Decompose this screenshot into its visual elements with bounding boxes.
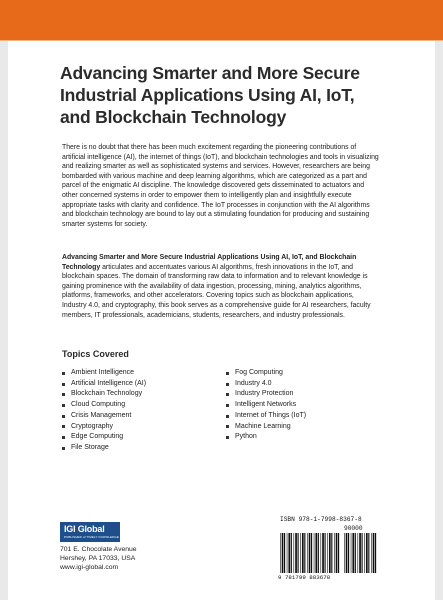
- topic-item: Machine Learning: [226, 422, 306, 433]
- description-book-title: Advancing Smarter and More Secure Industrial Applications Using AI, IoT, and Blockchain Technology: [62, 254, 357, 271]
- title-line: and Blockchain Technology: [60, 107, 287, 127]
- isbn-number: ISBN 978-1-7998-8367-8: [280, 516, 362, 523]
- topic-item: Crisis Management: [62, 411, 146, 422]
- publisher-website: www.igi-global.com: [60, 564, 119, 572]
- right-edge-strip: [435, 41, 443, 600]
- topics-list-left: [62, 368, 146, 454]
- topic-item: Cryptography: [62, 422, 146, 433]
- title-line: Industrial Applications Using AI, IoT,: [60, 85, 355, 105]
- bullet-icon: [62, 383, 65, 386]
- topics-list-right: [226, 368, 306, 443]
- ean-barcode-bars: [280, 533, 340, 573]
- publisher-address: [60, 545, 137, 573]
- top-band-divider: [0, 40, 443, 41]
- topic-item: Internet of Things (IoT): [226, 411, 306, 422]
- topic-item: Blockchain Technology: [62, 389, 146, 400]
- topic-item: Fog Computing: [226, 368, 306, 379]
- bullet-icon: [62, 415, 65, 418]
- price-code: 90000: [344, 525, 363, 532]
- topic-item: File Storage: [62, 443, 146, 454]
- topic-item: Python: [226, 432, 306, 443]
- description-paragraph: [62, 253, 380, 320]
- topic-item: Artificial Intelligence (AI): [62, 379, 146, 390]
- bullet-icon: [62, 436, 65, 439]
- book-title: [60, 62, 400, 128]
- topic-item: Edge Computing: [62, 432, 146, 443]
- topic-item: Industry 4.0: [226, 379, 306, 390]
- title-line: Advancing Smarter and More Secure: [60, 63, 360, 83]
- bullet-icon: [62, 393, 65, 396]
- bullet-icon: [226, 415, 229, 418]
- bullet-icon: [62, 425, 65, 428]
- bullet-icon: [226, 393, 229, 396]
- isbn-barcode: [278, 516, 382, 588]
- publisher-logo: [60, 522, 120, 542]
- bullet-icon: [226, 404, 229, 407]
- publisher-logo-text: IGI Global: [64, 524, 105, 534]
- topics-heading: Topics Covered: [62, 349, 129, 359]
- top-color-band: [0, 0, 443, 40]
- topic-item: Industry Protection: [226, 389, 306, 400]
- bullet-icon: [226, 425, 229, 428]
- publisher-logo-tagline: PUBLISHER of TIMELY KNOWLEDGE: [64, 535, 119, 539]
- bullet-icon: [62, 447, 65, 450]
- bullet-icon: [226, 372, 229, 375]
- intro-paragraph: There is no doubt that there has been much excitement regarding the pioneering contributions of artificial intelligence (AI), the internet of things (IoT), and blockchain technologies and tools in visualizing and realizing smarter as well as sophisticated systems and services. However, researchers are being bombarded with various machine and deep learning algorithms, which are categorized as a part and parcel of the enigmatic AI discipline. The knowledge discovered gets disseminated to actuators and other concerned systems in order to empower them to intelligently plan and insightfully execute appropriate tasks with clarity and confidence. The IoT processes in conjunction with the AI algorithms and blockchain technology are bound to lay out a stimulating foundation for producing and sustaining smarter systems for society.: [62, 144, 379, 228]
- topic-item: Ambient Intelligence: [62, 368, 146, 379]
- topic-item: Intelligent Networks: [226, 400, 306, 411]
- left-edge-strip: [0, 41, 8, 600]
- topic-item: Cloud Computing: [62, 400, 146, 411]
- bullet-icon: [226, 383, 229, 386]
- price-barcode-bars: [344, 533, 378, 573]
- bullet-icon: [226, 436, 229, 439]
- description-body: articulates and accentuates various AI algorithms, fresh innovations in the IoT, and blockchain spaces. The domain of transforming raw data to information and to relevant knowledge is gaining prominence with the availability of data ingestion, processing, mining, analytics algorithms, platforms, frameworks, and other accelerators. Covering topics such as blockchain applications, Industry 4.0, and cryptography, this book serves as a comprehensive guide for AI researchers, faculty members, IT professionals, academicians, students, researchers, and industry professionals.: [62, 263, 371, 319]
- address-line: 701 E. Chocolate Avenue: [60, 546, 137, 553]
- bullet-icon: [62, 372, 65, 375]
- ean-digits: 9 781799 883678: [278, 574, 331, 581]
- bullet-icon: [62, 404, 65, 407]
- address-line: Hershey, PA 17033, USA: [60, 555, 136, 563]
